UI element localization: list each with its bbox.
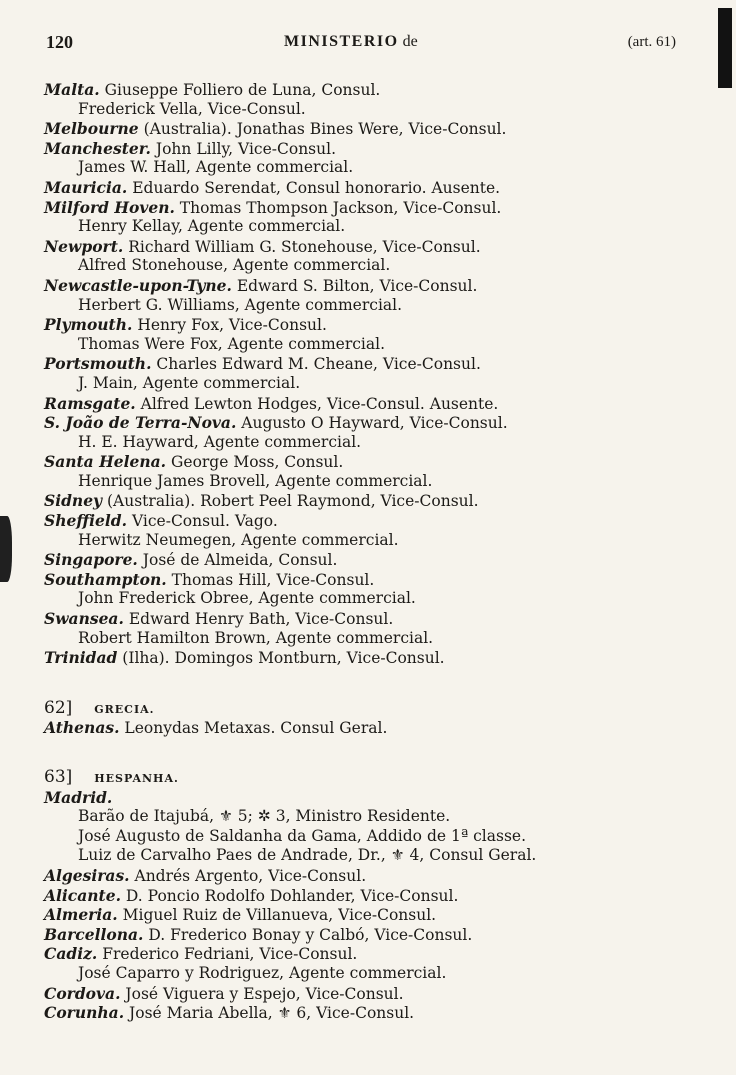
entry-text: José Caparro y Rodriguez, Agente commercial. — [78, 963, 447, 982]
entry-text: Herbert G. Williams, Agente commercial. — [78, 295, 403, 314]
entry-text: Charles Edward M. Cheane, Vice-Consul. — [156, 355, 481, 374]
entry-text: Richard William G. Stonehouse, Vice-Consul. — [128, 237, 481, 256]
entry-place: Plymouth. — [44, 315, 133, 335]
directory-entry — [44, 788, 684, 808]
entry-text: José Maria Abella, ⚜ 6, Vice-Consul. — [129, 1004, 415, 1023]
directory-entry — [44, 589, 684, 609]
page-header — [46, 32, 676, 56]
entry-text: Edward Henry Bath, Vice-Consul. — [128, 610, 394, 629]
entry-text: Leonydas Metaxas. Consul Geral. — [124, 719, 388, 738]
entry-text: Barão de Itajubá, ⚜ 5; ✲ 3, Ministro Residente. — [78, 807, 451, 826]
directory-entry — [44, 1003, 684, 1023]
entry-text: Edward S. Bilton, Vice-Consul. — [236, 276, 478, 295]
directory-entry — [44, 276, 684, 296]
entry-place: Trinidad — [44, 648, 118, 668]
entry-place: Singapore. — [44, 550, 138, 570]
entry-text: Frederick Vella, Vice-Consul. — [78, 99, 306, 118]
entry-text: Giuseppe Folliero de Luna, Consul. — [104, 81, 381, 99]
directory-entry — [44, 718, 684, 738]
entry-text: Vice-Consul. Vago. — [131, 512, 278, 531]
entry-place: Athenas. — [44, 718, 120, 738]
entry-text: Thomas Were Fox, Agente commercial. — [78, 334, 386, 353]
entry-place: Malta. — [44, 80, 100, 99]
directory-entry — [44, 315, 684, 335]
entry-place: Southampton. — [44, 569, 167, 589]
entry-text: D. Poncio Rodolfo Dohlander, Vice-Consul. — [125, 886, 459, 905]
entry-text: H. E. Hayward, Agente commercial. — [78, 432, 362, 451]
entry-text: Henry Kellay, Agente commercial. — [78, 217, 346, 236]
directory-entry — [44, 629, 684, 649]
entry-place: Ramsgate. — [44, 393, 136, 413]
entry-text: D. Frederico Bonay y Calbó, Vice-Consul. — [148, 925, 473, 944]
section-number: 62] — [44, 697, 73, 718]
ink-blot — [0, 516, 12, 582]
directory-entry — [44, 827, 684, 847]
directory-entry — [44, 394, 684, 414]
entry-place: Cadiz. — [44, 944, 98, 964]
section-number: 63] — [44, 767, 73, 787]
entry-text: J. Main, Agente commercial. — [78, 373, 301, 392]
directory-entry — [44, 472, 684, 492]
entry-text: Thomas Thompson Jackson, Vice-Consul. — [179, 198, 502, 217]
entry-text: Henrique James Brovell, Agente commercial. — [78, 471, 433, 490]
entry-text: José Viguera y Espejo, Vice-Consul. — [125, 984, 404, 1003]
entry-place: Alicante. — [44, 885, 121, 905]
book-spine-edge — [718, 8, 732, 88]
directory-entry — [44, 846, 684, 866]
directory-entry — [44, 570, 684, 590]
directory-entry — [44, 964, 684, 984]
section-header-63 — [44, 768, 684, 788]
directory-entry — [44, 531, 684, 551]
entry-place: Almeria. — [44, 905, 118, 925]
running-title-suffix: de — [402, 33, 418, 50]
directory-entry — [44, 944, 684, 964]
directory-entry — [44, 905, 684, 925]
entry-place: Newport. — [44, 236, 124, 256]
entry-text: John Frederick Obree, Agente commercial. — [78, 589, 416, 608]
directory-entry — [44, 866, 684, 886]
entry-place: Cordova. — [44, 983, 121, 1003]
entry-text: Thomas Hill, Vice-Consul. — [171, 570, 375, 589]
entry-text: Andrés Argento, Vice-Consul. — [134, 866, 367, 885]
entry-text: Augusto O Hayward, Vice-Consul. — [241, 414, 508, 433]
entry-place: Madrid. — [44, 787, 113, 807]
entry-text: Eduardo Serendat, Consul honorario. Ausente. — [132, 178, 501, 197]
entry-text: Frederico Fedriani, Vice-Consul. — [102, 945, 358, 964]
page-number: 120 — [46, 32, 73, 52]
entry-place: Milford Hoven. — [44, 197, 175, 217]
directory-entry — [44, 119, 684, 139]
directory-entry — [44, 237, 684, 257]
directory-entry — [44, 296, 684, 316]
entry-text: José de Almeida, Consul. — [142, 551, 338, 570]
entry-text: Robert Hamilton Brown, Agente commercial. — [78, 628, 434, 647]
directory-entry — [44, 354, 684, 374]
entry-place: Mauricia. — [44, 177, 128, 197]
directory-entry — [44, 886, 684, 906]
directory-entry — [44, 139, 684, 159]
directory-entry — [44, 609, 684, 629]
entry-text: Alfred Lewton Hodges, Vice-Consul. Ausente. — [140, 394, 499, 413]
entry-text: Alfred Stonehouse, Agente commercial. — [78, 256, 391, 275]
entry-text: (Ilha). Domingos Montburn, Vice-Consul. — [122, 649, 445, 668]
directory-entry — [44, 335, 684, 355]
entry-text: George Moss, Consul. — [171, 453, 344, 472]
entry-place: Sheffield. — [44, 511, 128, 531]
entry-text: José Augusto de Saldanha da Gama, Addido de 1ª classe. — [78, 826, 527, 845]
consul-list-continued — [44, 80, 684, 668]
directory-entry — [44, 158, 684, 178]
directory-entry — [44, 452, 684, 472]
section-62-list — [44, 718, 684, 738]
directory-content — [44, 80, 684, 1023]
entry-text: James W. Hall, Agente commercial. — [78, 158, 354, 177]
entry-text: Miguel Ruiz de Villanueva, Vice-Consul. — [122, 906, 437, 925]
section-63-list — [44, 788, 684, 1023]
entry-place: Swansea. — [44, 609, 124, 629]
directory-entry — [44, 984, 684, 1004]
entry-place: Manchester. — [44, 138, 151, 158]
section-header-62 — [44, 699, 684, 719]
article-reference: (art. 61) — [627, 34, 676, 50]
entry-place: Portsmouth. — [44, 354, 152, 374]
entry-place: S. João de Terra-Nova. — [44, 413, 237, 433]
directory-entry — [44, 413, 684, 433]
directory-entry — [44, 807, 684, 827]
directory-entry — [44, 491, 684, 511]
running-title — [284, 33, 418, 51]
entry-place: Newcastle-upon-Tyne. — [44, 275, 232, 295]
entry-text: Luiz de Carvalho Paes de Andrade, Dr., ⚜ 4, Consul Geral. — [78, 846, 537, 865]
entry-text: John Lilly, Vice-Consul. — [155, 139, 336, 158]
entry-text: Herwitz Neumegen, Agente commercial. — [78, 530, 399, 549]
entry-place: Barcellona. — [44, 924, 144, 944]
entry-place: Corunha. — [44, 1003, 125, 1023]
directory-entry — [44, 374, 684, 394]
directory-entry — [44, 433, 684, 453]
entry-text: (Australia). Robert Peel Raymond, Vice-Consul. — [107, 492, 479, 511]
directory-entry — [44, 256, 684, 276]
directory-entry — [44, 925, 684, 945]
section-country: HESPANHA. — [94, 772, 179, 785]
entry-place: Sidney — [44, 491, 103, 511]
directory-entry — [44, 648, 684, 668]
directory-entry — [44, 217, 684, 237]
entry-place: Algesiras. — [44, 865, 130, 885]
directory-entry — [44, 100, 684, 120]
section-country: GRECIA. — [94, 702, 155, 716]
directory-entry — [44, 198, 684, 218]
directory-entry — [44, 80, 684, 100]
entry-text: Henry Fox, Vice-Consul. — [137, 316, 327, 335]
directory-entry — [44, 511, 684, 531]
directory-entry — [44, 550, 684, 570]
running-title-main: MINISTERIO — [284, 33, 399, 50]
entry-place: Melbourne — [44, 119, 139, 139]
directory-entry — [44, 178, 684, 198]
entry-text: (Australia). Jonathas Bines Were, Vice-Consul. — [143, 120, 507, 139]
entry-place: Santa Helena. — [44, 452, 167, 472]
